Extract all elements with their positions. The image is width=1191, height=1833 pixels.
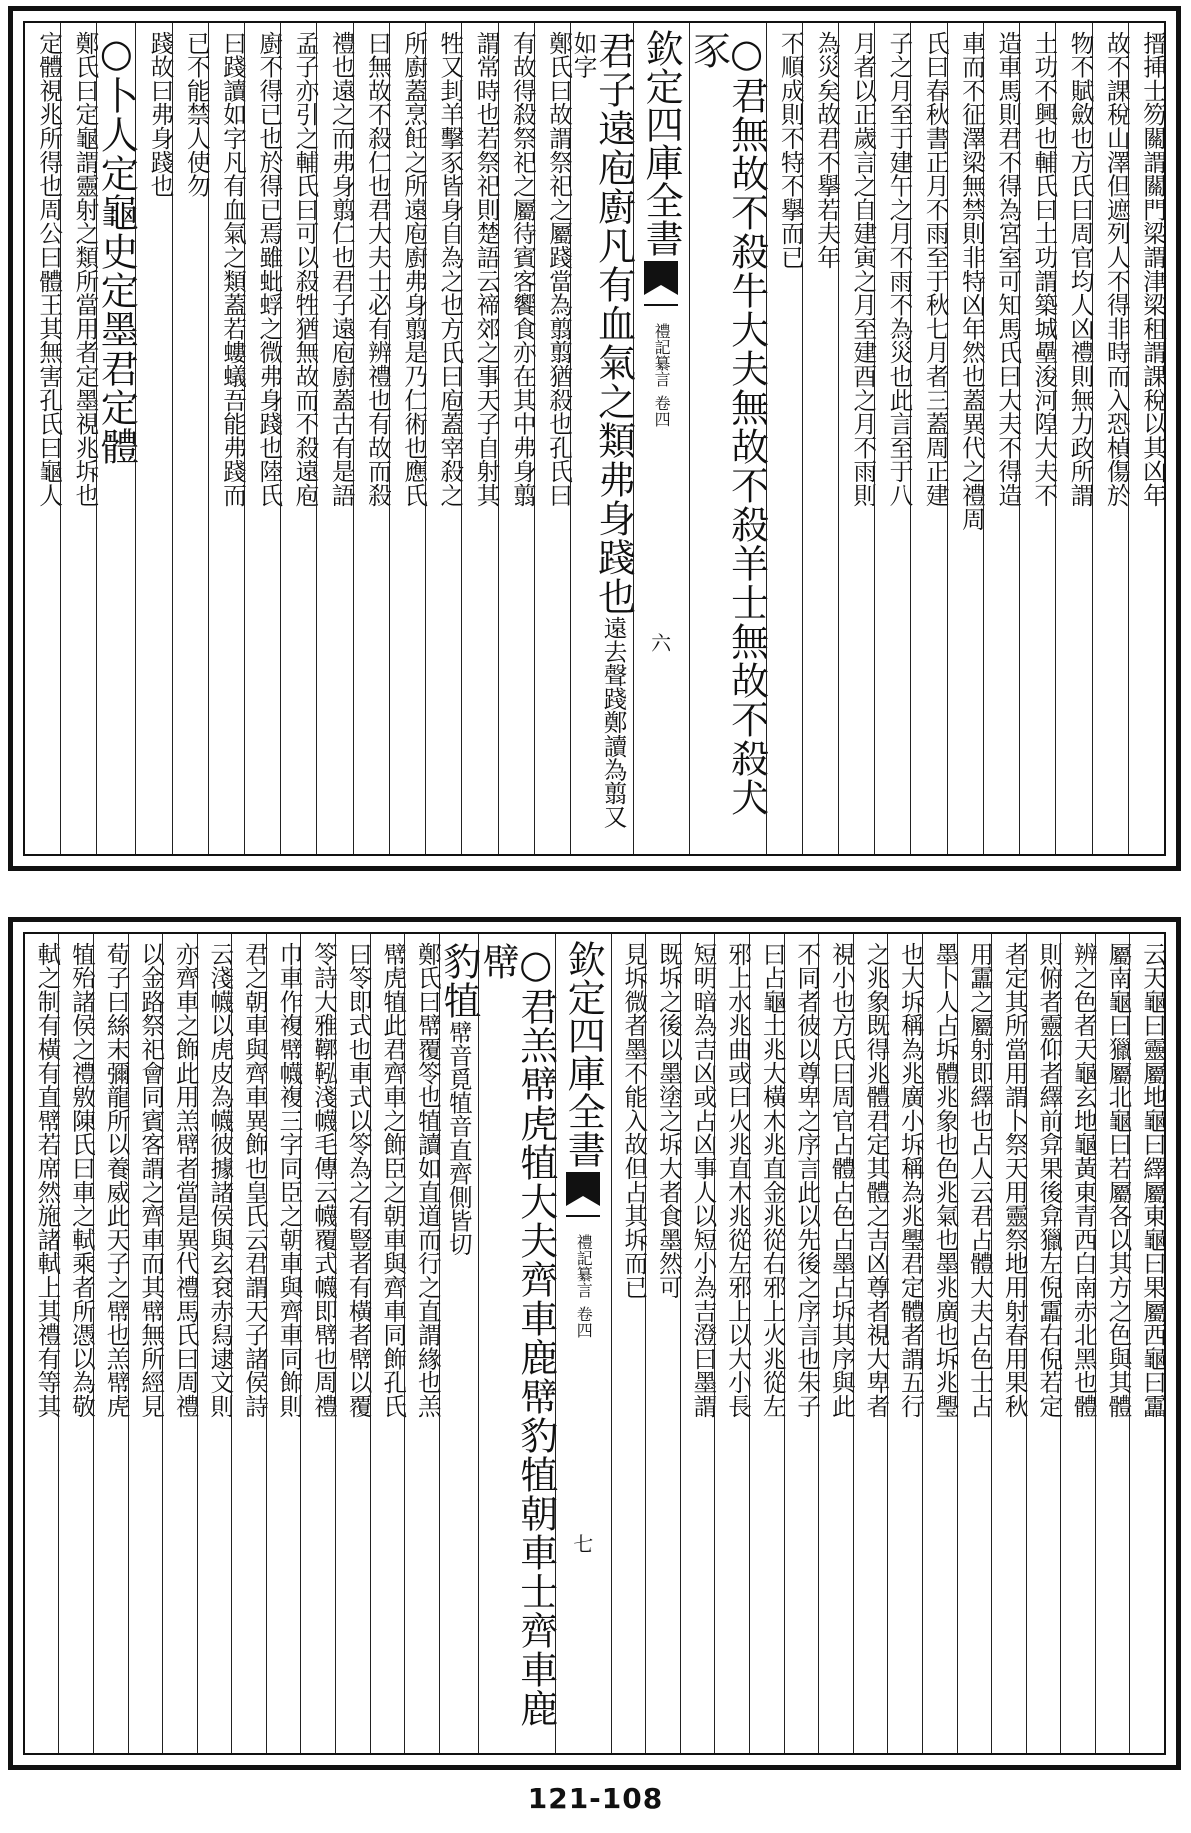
book-title: 禮記纂言	[652, 323, 672, 387]
text-column: 所廚蓋烹飪之所遠庖廚弗身翦是乃仁術也應氏	[389, 23, 425, 854]
text-column: 牲又刲羊擊豕皆身自為之也方氏曰庖蓋宰殺之	[425, 23, 461, 854]
main-text-column	[569, 23, 636, 854]
heading-column: ○卜人定龜史定墨君定體	[96, 23, 135, 854]
text-column: 巾車作複幦幭複三字同臣之朝車與齊車同飾則	[266, 934, 301, 1753]
text-column: 短明暗為吉凶或占凶事人以短小為吉澄曰墨謂	[680, 934, 715, 1753]
volume-label: 卷四	[652, 395, 672, 427]
text-column: 云天龜曰靈屬地龜曰繹屬東龜曰果屬西龜曰靁	[1129, 934, 1164, 1753]
text-column: 笭詩大雅鞹鞃淺幭毛傳云幭覆式幭即幦也周禮	[300, 934, 335, 1753]
text-column: 軾之制有橫有直幦若席然施諸軾上其禮有等其	[33, 942, 62, 1418]
text-column: 孟子亦引之輔氏曰可以殺牲猶無故而不殺遠庖	[280, 23, 316, 854]
text-column: 君之朝車與齊車異飾也皇氏云君謂天子諸侯詩	[231, 934, 266, 1753]
text-column: 曰踐讀如字凡有血氣之類蓋若螻蟻吾能弗踐而	[208, 23, 244, 854]
text-column: 見坼微者墨不能入故但占其坼而已	[611, 934, 646, 1753]
text-column: 鄭氏曰故謂祭祀之屬踐當為翦翦猶殺也孔氏曰	[534, 23, 570, 854]
main-text-column	[436, 934, 481, 1753]
text-column: 幦虎犆此君齊車之飾臣之朝車與齊車同飾孔氏	[370, 934, 405, 1753]
text-column: 犆殆諸侯之禮敫陳氏曰車之軾乘者所憑以為敬	[58, 934, 93, 1753]
upper-page-frame	[23, 21, 1166, 856]
text-column: 搢挿士笏關謂關門梁謂津梁租謂課稅以其凶年	[1128, 23, 1164, 854]
main-text: 豹犆	[436, 942, 481, 1020]
text-column: 邪上水兆曲或曰火兆直木兆從左邪上以大小長	[714, 934, 749, 1753]
text-column: 曰無故不殺仁也君大夫士必有辨禮也有故而殺	[353, 23, 389, 854]
upper-page	[8, 6, 1181, 871]
page-number: 七	[573, 1532, 594, 1556]
text-column: 以金路祭祀會同賓客謂之齊車而其幦無所經見	[128, 934, 163, 1753]
book-title: 禮記纂言	[574, 1234, 594, 1298]
text-column: 曰占龜土兆大橫木兆直金兆從右邪上火兆從左	[749, 934, 784, 1753]
main-text: 君子遠庖廚凡有血氣之類弗身踐也	[591, 31, 636, 616]
text-column: 云淺幭以虎皮為幭彼據諸侯與玄袞赤舄逮文則	[197, 934, 232, 1753]
text-column: 鄭氏曰幦覆笭也犆讀如直道而行之直謂緣也羔	[404, 934, 439, 1753]
volume-label: 卷四	[574, 1306, 594, 1338]
lower-page-frame	[23, 932, 1166, 1755]
text-column: 曰笭即式也車式以笭為之有豎者有橫者幦以覆	[335, 934, 370, 1753]
series-title: 欽定四庫全書	[639, 29, 684, 257]
text-column: 屬南龜曰獵屬北龜曰若屬各以其方之色與其體	[1095, 934, 1130, 1753]
main-text-column: ○君無故不殺牛大夫無故不殺羊士無故不殺犬豕	[689, 23, 766, 854]
text-column: 廚不得已也於得已焉雖蚍蜉之微弗身踐也陸氏	[244, 23, 280, 854]
text-column: 之兆象既得兆體君定其體之吉凶尊者視大卑者	[853, 934, 888, 1753]
text-column: 踐故曰弗身踐也	[135, 23, 171, 854]
text-column: 用靁之屬射即繹也占人云君占體大夫占色士占	[957, 934, 992, 1753]
text-column: 禮也遠之而弗身翦仁也君子遠庖廚蓋古有是語	[316, 23, 352, 854]
upper-page-columns	[25, 23, 1167, 854]
fishtail-ornament	[566, 1172, 600, 1220]
text-column: 子之月至于建午之月不雨不為災也此言至于八	[874, 23, 910, 854]
fishtail-ornament	[644, 261, 678, 309]
text-column: 也大坼稱為兆廣小坼稱為兆璺君定體者謂五行	[887, 934, 922, 1753]
page-number: 六	[651, 631, 672, 655]
text-column: 故不課稅山澤但遮列人不得非時而入恐楨傷於	[1092, 23, 1128, 854]
lower-page	[8, 917, 1181, 1770]
text-column: 既坼之後以墨塗之坼大者食墨然可	[645, 934, 680, 1753]
lower-page-columns	[25, 934, 1167, 1753]
text-column: 視小也方氏曰周官占體占色占墨占坼其序與此	[818, 934, 853, 1753]
text-column: 已不能禁人使勿	[172, 23, 208, 854]
text-column: 者定其所當用謂卜祭天用靈祭地用射春用果秋	[991, 934, 1026, 1753]
text-column: 土功不興也輔氏曰土功謂築城壘浚河隍大夫不	[1019, 23, 1055, 854]
text-column: 造車馬則君不得為宮室可知馬氏曰大夫不得造	[983, 23, 1019, 854]
series-title: 欽定四庫全書	[561, 940, 606, 1168]
text-column: 物不賦斂也方氏曰周官均人凶禮則無力政所謂	[1055, 23, 1091, 854]
main-text-column: ○君羔幦虎犆大夫齊車鹿幦豹犆朝車士齊車鹿幦	[478, 934, 555, 1753]
annotation-text: 遠去聲踐鄭讀為翦又如字	[569, 31, 628, 829]
folio-number: 121-108	[527, 1782, 664, 1815]
text-column: 氏曰春秋書正月不雨至于秋七月者三蓋周正建	[910, 23, 946, 854]
text-column: 墨卜人占坼體兆象也色兆氣也墨兆廣也坼兆璺	[922, 934, 957, 1753]
text-column: 不同者彼以尊卑之序言此以先後之序言也朱子	[784, 934, 819, 1753]
text-column: 月者以正歲言之自建寅之月至建酉之月不雨則	[838, 23, 874, 854]
text-column: 亦齊車之飾此用羔幦者當是異代禮馬氏曰周禮	[162, 934, 197, 1753]
text-column: 鄭氏曰定龜謂靈射之類所當用者定墨視兆坼也	[60, 23, 96, 854]
text-column: 有故得殺祭祀之屬待賓客饗食亦在其中弗身翦	[498, 23, 534, 854]
text-column: 謂常時也若祭祀則楚語云禘郊之事天子自射其	[461, 23, 497, 854]
text-column: 則俯者靈仰者繹前弇果後弇獵左倪靁右倪若定	[1026, 934, 1061, 1753]
text-column: 荀子曰絲末彌龍所以養威此天子之幦也羔幦虎	[93, 934, 128, 1753]
center-fold	[555, 934, 611, 1753]
annotation-text: 幦音覓犆音直齊側皆切	[444, 1020, 473, 1256]
center-fold	[633, 23, 689, 854]
text-column: 車而不征澤梁無禁則非特凶年然也蓋異代之禮周	[947, 23, 983, 854]
text-column: 為災矣故君不擧若夫年	[802, 23, 838, 854]
text-column: 辨之色者天龜玄地龜黃東青西白南赤北黑也體	[1060, 934, 1095, 1753]
text-column: 定體視兆所得也周公曰體王其無害孔氏曰龜人	[35, 31, 64, 507]
text-column: 不順成則不特不擧而已	[766, 23, 802, 854]
